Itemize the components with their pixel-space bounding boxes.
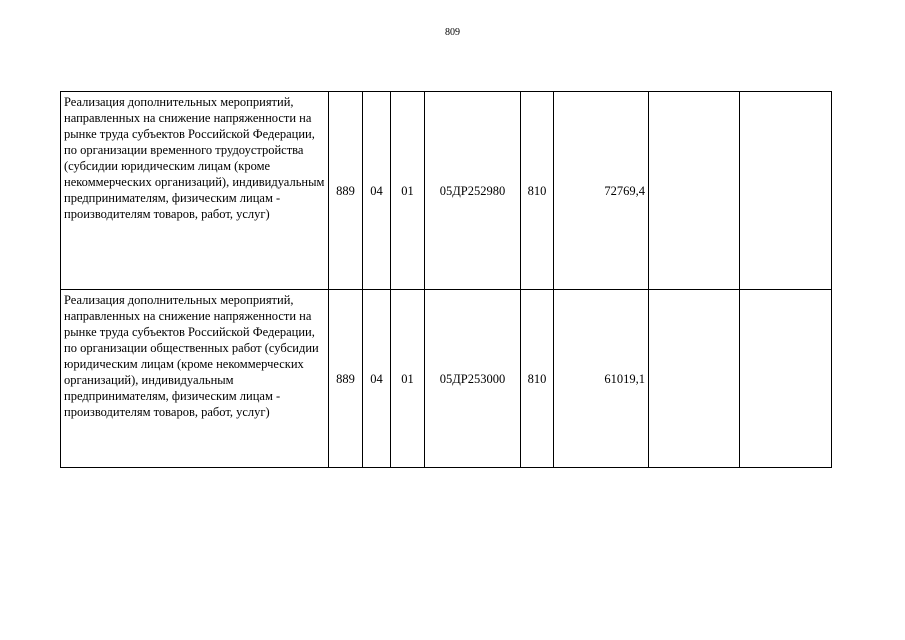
amount-cell: 72769,4	[554, 92, 649, 290]
section-code-cell: 04	[363, 290, 391, 468]
empty-cell	[649, 290, 740, 468]
empty-cell	[740, 92, 832, 290]
expense-type-cell: 810	[521, 290, 554, 468]
ministry-code-cell: 889	[329, 92, 363, 290]
table-row	[61, 92, 832, 290]
amount-cell: 61019,1	[554, 290, 649, 468]
target-article-cell: 05ДР252980	[425, 92, 521, 290]
description-cell: Реализация дополнительных мероприятий, направленных на снижение напряженности на рынке труда субъектов Российской Федерации, по организации временного трудоустройства (субсидии юридическим лицам (кроме некоммерческих организаций), индивидуальным предпринимателям, физическим лицам - производителям товаров, работ, услуг)	[61, 92, 329, 290]
budget-table	[60, 91, 832, 468]
page-number: 809	[445, 27, 460, 38]
empty-cell	[740, 290, 832, 468]
ministry-code-cell: 889	[329, 290, 363, 468]
description-cell: Реализация дополнительных мероприятий, направленных на снижение напряженности на рынке труда субъектов Российской Федерации, по организации общественных работ (субсидии юридическим лицам (кроме некоммерческих организаций), индивидуальным предпринимателям, физическим лицам - производителям товаров, работ, услуг)	[61, 290, 329, 468]
table-row	[61, 290, 832, 468]
subsection-code-cell: 01	[391, 92, 425, 290]
subsection-code-cell: 01	[391, 290, 425, 468]
section-code-cell: 04	[363, 92, 391, 290]
expense-type-cell: 810	[521, 92, 554, 290]
empty-cell	[649, 92, 740, 290]
target-article-cell: 05ДР253000	[425, 290, 521, 468]
